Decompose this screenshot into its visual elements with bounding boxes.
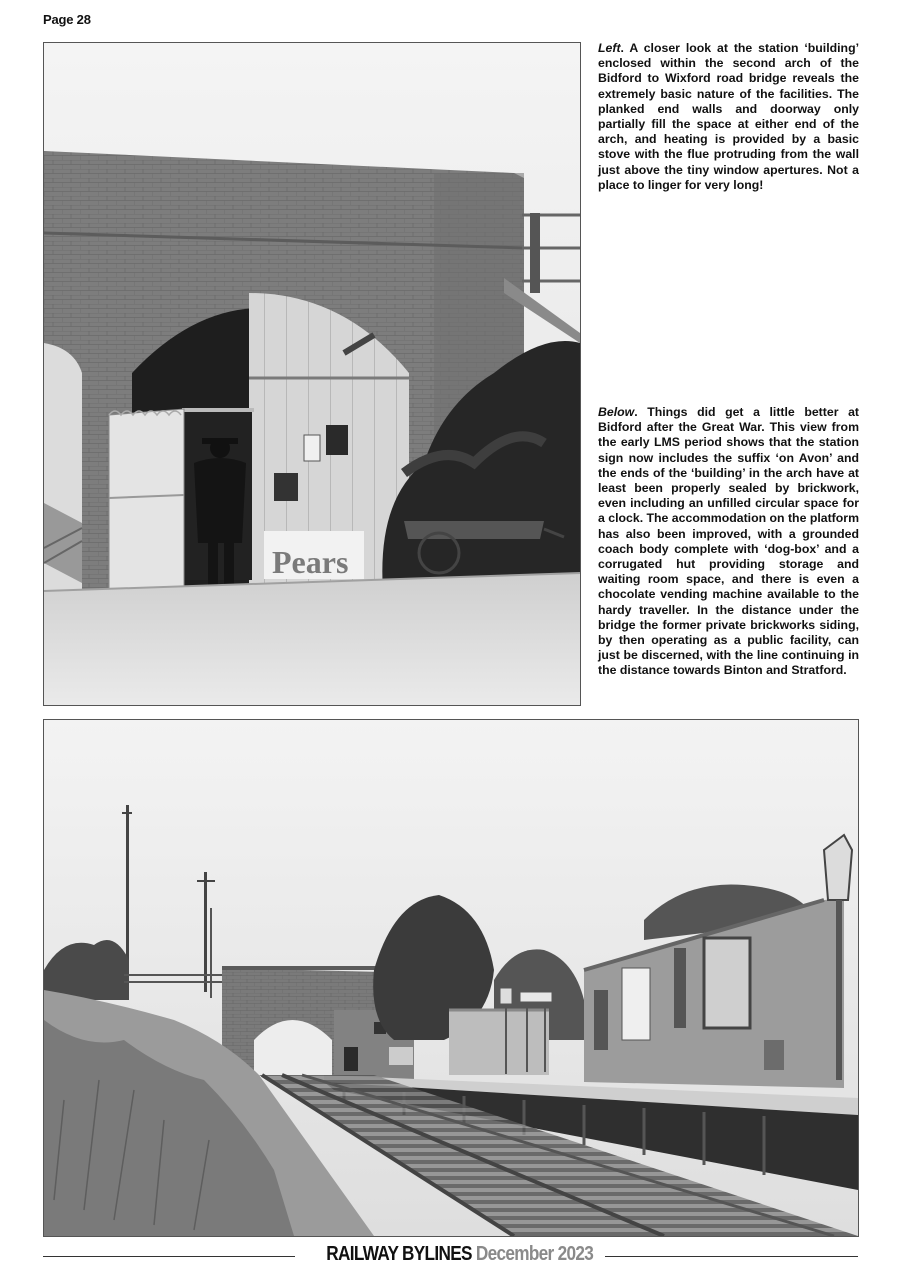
caption-top-text: . A closer look at the station ‘building’ enclosed within the second arch of the Bidford to Wixford road bridge reveals the extremely basic nature of the facilities. The planked end walls and doorway only partially fill the space at either end of the arch, and heating is provided by a basic stove with the flue protruding from the wall just above the tiny window apertures. Not a place to linger for very long! — [598, 41, 859, 192]
station-platform-photo-illustration — [44, 720, 858, 1236]
caption-bottom-photo — [598, 405, 859, 679]
caption-top-photo — [598, 41, 859, 193]
footer-rule-left — [43, 1256, 295, 1257]
caption-bottom-lead: Below — [598, 405, 635, 419]
pears-advert-sign: Pears — [272, 544, 349, 580]
photo-station-building-arch — [43, 42, 581, 706]
issue-date: December 2023 — [475, 1243, 594, 1265]
photo-station-platform — [43, 719, 859, 1237]
footer-rule-right — [605, 1256, 858, 1257]
footer-title — [326, 1243, 594, 1266]
bridge-arch-photo-illustration — [44, 43, 580, 705]
caption-top-lead: Left — [598, 41, 621, 55]
page-number: Page 28 — [43, 12, 91, 27]
page-footer — [43, 1243, 858, 1269]
magazine-title: RAILWAY BYLINES — [326, 1243, 472, 1265]
caption-bottom-text: . Things did get a little better at Bidford after the Great War. This view from the early LMS period shows that the station sign now includes the suffix ‘on Avon’ and the ends of the ‘building’ in the arch have at least been properly sealed by brickwork, even including an unfilled circular space for a clock. The accommodation on the platform has also been improved, with a grounded coach body complete with ‘dog-box’ and a corrugated hut providing storage and waiting room space, and there is even a chocolate vending machine available to the hardy traveller. In the distance under the bridge the former private brickworks siding, by then operating as a public facility, can just be discerned, with the line continuing in the distance towards Binton and Stratford. — [598, 405, 860, 678]
